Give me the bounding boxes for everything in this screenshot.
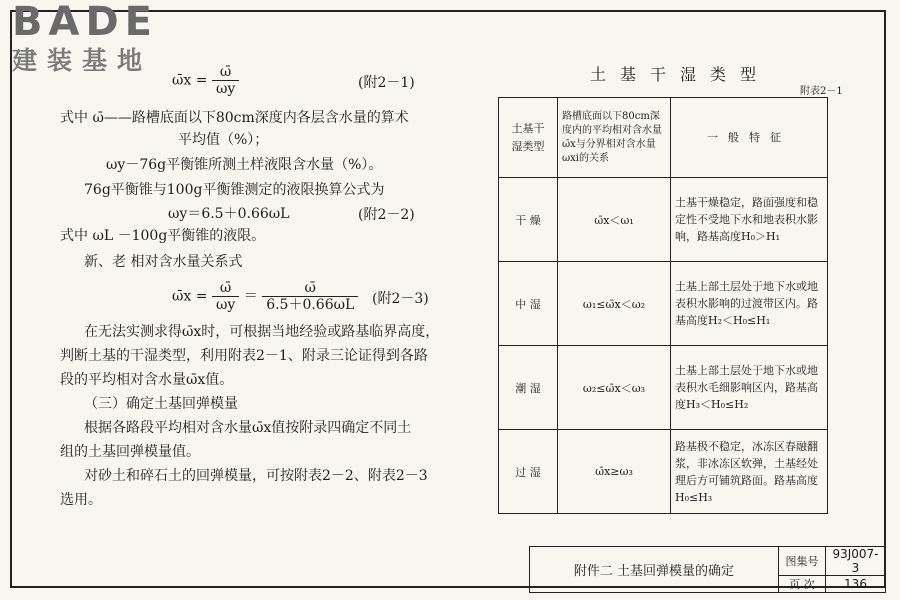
eq3-denominator1: ωy: [215, 297, 236, 313]
equation-2-3: [172, 280, 358, 313]
title-block: [529, 546, 886, 593]
title-block-title: 附件二 土基回弹模量的确定: [530, 547, 779, 593]
header-type: 土基干湿类型: [499, 98, 558, 178]
heading-relation: 新、老 相对含水量关系式: [84, 254, 243, 270]
where1-line2: 平均值（%）；: [178, 132, 269, 148]
row-condition: ω̄x＜ω₁: [558, 178, 671, 262]
row-type: 潮 湿: [499, 346, 558, 430]
header-features: 一般特征: [671, 98, 828, 178]
where2-line: 式中 ωL －100g平衡锥的液限。: [60, 228, 266, 244]
atlas-value: 93J007-3: [826, 547, 886, 576]
moisture-type-table: [498, 97, 828, 514]
para1-line1: 在无法实测求得ω̄x时，可根据当地经验或路基临界高度，: [84, 324, 440, 340]
eq3-eqsign: ＝: [243, 288, 258, 305]
row-type: 中 湿: [499, 262, 558, 346]
row-condition: ω₂≤ω̄x＜ω₃: [558, 346, 671, 430]
eq2-label: (附2－2): [358, 207, 415, 223]
row-description: 路基极不稳定，冰冻区春融翻浆，非冰冻区软弹，土基经处理后方可铺筑路面。路基高度H₀≤H₃: [671, 430, 828, 514]
watermark-logo: [10, 0, 180, 80]
table-row: [499, 262, 828, 346]
page-label: 页 次: [779, 576, 826, 593]
eq3-denominator2: 6.5＋0.66ωL: [266, 297, 355, 313]
atlas-label: 图集号: [779, 547, 826, 576]
eq1-label: (附2－1): [358, 75, 415, 91]
eq1-fraction: [212, 64, 239, 97]
where1-line1: 式中 ω̄——路槽底面以下80cm深度内各层含水量的算术: [60, 110, 409, 126]
row-condition: ω₁≤ω̄x＜ω₂: [558, 262, 671, 346]
para1-line2: 判断土基的干湿类型，利用附表2－1、附录三论证得到各路: [60, 348, 428, 364]
eq3-numerator1: ω̄: [212, 280, 239, 297]
eq3-numerator2: ω̄: [262, 280, 358, 297]
heading-section3: （三）确定土基回弹模量: [84, 396, 238, 412]
row-description: 土基干燥稳定，路面强度和稳定性不受地下水和地表积水影响，路基高度H₀＞H₁: [671, 178, 828, 262]
equation-2-2: ωy＝6.5＋0.66ωL: [168, 206, 290, 222]
equation-2-1: [172, 64, 239, 97]
para1-line3: 段的平均相对含水量ω̄x值。: [60, 372, 234, 388]
para3-line2: 选用。: [60, 492, 102, 508]
where1-line3: ωy－76g平衡锥所测土样液限含水量（%）。: [106, 157, 383, 173]
table-row: [499, 178, 828, 262]
table-header-row: [499, 98, 828, 178]
row-description: 土基上部土层处于地下水或地表积水影响的过渡带区内。路基高度H₂＜H₀≤H₁: [671, 262, 828, 346]
row-type: 过 湿: [499, 430, 558, 514]
eq3-lhs: ω̄x =: [172, 288, 208, 305]
para2-line1: 根据各路段平均相对含水量ω̄x值按附录四确定不同土: [84, 420, 412, 436]
para-76g: 76g平衡锥与100g平衡锥测定的液限换算公式为: [84, 182, 385, 198]
logo-subtitle: 建装基地: [12, 46, 153, 75]
row-condition: ω̄x≥ω₃: [558, 430, 671, 514]
row-type: 干 燥: [499, 178, 558, 262]
eq1-denominator: ωy: [215, 81, 236, 97]
table-ref: 附表2－1: [800, 86, 843, 97]
table-row: [499, 430, 828, 514]
para2-line2: 组的土基回弹模量值。: [60, 444, 200, 460]
header-condition: 路槽底面以下80cm深度内的平均相对含水量ω̄x与分界相对含水量ωxi的关系: [558, 98, 671, 178]
eq3-label: (附2－3): [372, 291, 429, 307]
eq3-fraction2: [262, 280, 358, 313]
page-value: 136: [826, 576, 886, 593]
para3-line1: 对砂土和碎石土的回弹模量，可按附表2－2、附表2－3: [84, 468, 428, 484]
row-description: 土基上部土层处于地下水或地表积水毛细影响区内，路基高度H₃＜H₀≤H₂: [671, 346, 828, 430]
eq1-numerator: ω̄: [212, 64, 239, 81]
eq1-lhs: ω̄x =: [172, 72, 208, 89]
eq3-fraction1: [212, 280, 239, 313]
logo-brand: BADE: [12, 0, 158, 45]
table-row: [499, 346, 828, 430]
table-title: 土基干湿类型: [590, 65, 771, 84]
